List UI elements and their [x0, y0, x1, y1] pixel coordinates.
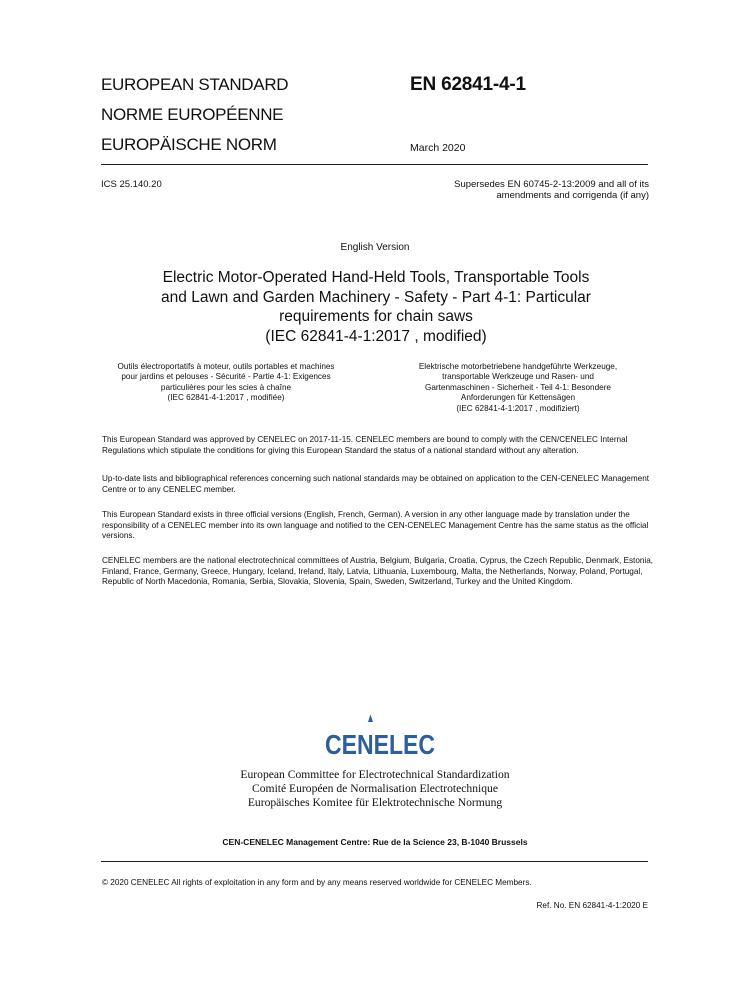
title-de-line: Gartenmaschinen - Sicherheit - Teil 4-1: Besondere: [425, 382, 611, 392]
logo-wordmark: CENELEC: [325, 729, 435, 760]
title-line: requirements for chain saws: [279, 308, 473, 325]
standard-name-de: EUROPÄISCHE NORM: [101, 135, 277, 154]
committee-names: [200, 768, 550, 810]
title-line: and Lawn and Garden Machinery - Safety - Part 4-1: Particular: [161, 288, 591, 306]
title-german: [393, 362, 643, 414]
title-french: [101, 362, 351, 404]
title-line: (IEC 62841-4-1:2017 , modified): [265, 327, 487, 345]
paragraph-versions: This European Standard exists in three official versions (English, French, German). A version in any other language made by translation under the responsibility of a CENELEC member into its own language and notified to the CEN-CENELEC Management Centre has the same status as the official versions.: [102, 510, 649, 541]
paragraph-approval: This European Standard was approved by CENELEC on 2017-11-15. CENELEC members are bound to comply with the CEN/CENELEC Internal Regulations which stipulate the conditions for giving this European Standard the status of a national standard without any alteration.: [102, 435, 628, 455]
management-centre-address: CEN-CENELEC Management Centre: Rue de la Science 23, B-1040 Brussels: [222, 837, 528, 847]
title-fr-line: Outils électroportatifs à moteur, outils portables et machines: [117, 362, 335, 371]
committee-name-fr: Comité Européen de Normalisation Electrotechnique: [252, 782, 498, 795]
title-fr-line: (IEC 62841-4-1:2017 , modifiée): [167, 393, 285, 403]
document-title: [150, 268, 602, 346]
title-de-line: (IEC 62841-4-1:2017 , modifiziert): [456, 403, 580, 413]
supersedes-note: [454, 179, 649, 202]
title-de-line: Anforderungen für Kettensägen: [460, 393, 576, 403]
footer-divider: [101, 861, 648, 862]
document-number: EN 62841-4-1: [410, 74, 526, 95]
cenelec-logo: [322, 712, 438, 762]
copyright-notice: © 2020 CENELEC All rights of exploitation in any form and by any means reserved worldwide for CENELEC Members.: [102, 878, 532, 887]
title-fr-line: pour jardins et pelouses - Sécurité - Partie 4-1: Exigences: [121, 372, 331, 382]
standard-name-fr: NORME EUROPÉENNE: [101, 105, 284, 124]
committee-name-de: Europäisches Komitee für Elektrotechnische Normung: [247, 796, 503, 809]
version-label: English Version: [340, 242, 410, 253]
title-de-line: Elektrische motorbetriebene handgeführte Werkzeuge,: [418, 362, 618, 371]
reference-number: Ref. No. EN 62841-4-1:2020 E: [536, 901, 648, 910]
title-line: Electric Motor-Operated Hand-Held Tools, Transportable Tools: [162, 269, 590, 286]
title-de-line: transportable Werkzeuge und Rasen- und: [442, 372, 594, 382]
standard-name-en: EUROPEAN STANDARD: [101, 75, 289, 94]
supersedes-line: Supersedes EN 60745-2-13:2009 and all of its: [454, 179, 649, 190]
title-fr-line: particulières pour les scies à chaîne: [160, 382, 292, 392]
paragraph-references: Up-to-date lists and bibliographical references concerning such national standards may be obtained on application to the CEN-CENELEC Management Centre or to any CENELEC member.: [102, 474, 650, 494]
paragraph-members: CENELEC members are the national electrotechnical committees of Austria, Belgium, Bulgaria, Croatia, Cyprus, the Czech Republic, Denmark, Estonia, Finland, France, Germany, Greece, Hungary, Iceland, Ireland, Italy, Latvia, Lithuania, Luxembourg, Malta, the Netherlands, Norway, Poland, Portugal, Republic of North Macedonia, Romania, Serbia, Slovakia, Slovenia, Spain, Sweden, Switzerland, Turkey and the United Kingdom.: [102, 556, 654, 587]
supersedes-line: amendments and corrigenda (if any): [496, 190, 649, 202]
logo-peak-mark: [368, 715, 373, 723]
header-divider: [101, 164, 648, 165]
cenelec-logo-graphic: [322, 712, 438, 762]
ics-code: ICS 25.140.20: [101, 179, 162, 190]
committee-name-en: European Committee for Electrotechnical Standardization: [240, 768, 510, 781]
publication-date: March 2020: [410, 142, 466, 154]
